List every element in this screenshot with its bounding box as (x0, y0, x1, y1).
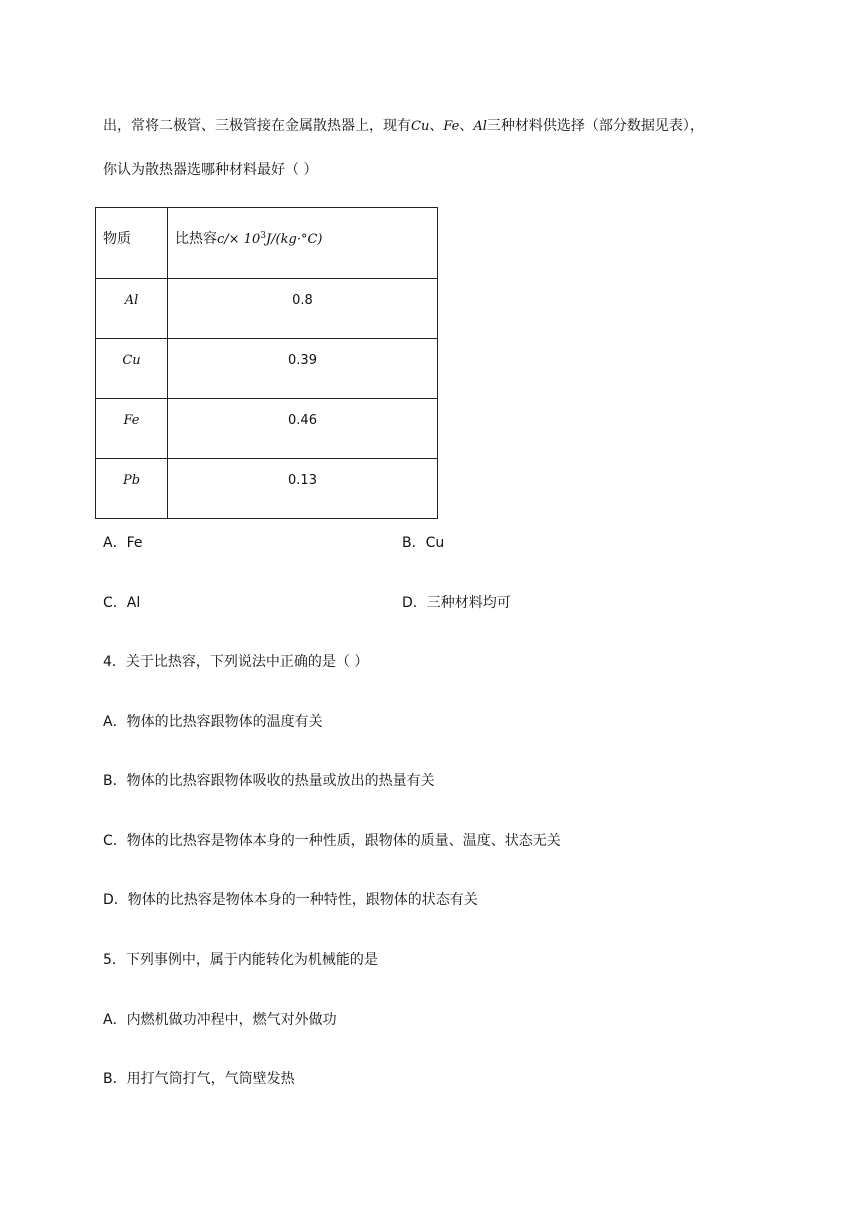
q4-option-c[interactable]: C．物体的比热容是物体本身的一种性质，跟物体的质量、温度、状态无关 (103, 833, 561, 849)
value-cell: 0.39 (288, 353, 317, 368)
math-al: Al (473, 119, 487, 134)
substance-cell: Cu (122, 353, 141, 368)
intro-line-2: 你认为散热器选哪种材料最好（ ） (103, 162, 318, 178)
q5-option-b[interactable]: B．用打气筒打气，气筒壁发热 (103, 1071, 295, 1087)
separator: 、 (429, 118, 444, 134)
intro-text-post: 三种材料供选择（部分数据见表）， (486, 118, 704, 134)
substance-cell: Fe (123, 413, 140, 428)
header-specific-heat-cell (168, 208, 438, 279)
value-cell: 0.46 (288, 413, 317, 428)
header-substance-cell (96, 208, 168, 279)
q3-option-a[interactable]: A．Fe (103, 535, 143, 551)
intro-line-1 (103, 116, 704, 137)
q5-stem: 5．下列事例中，属于内能转化为机械能的是 (103, 952, 378, 968)
table-row (96, 279, 438, 339)
unit-base: c/× 10 (217, 232, 261, 247)
separator: 、 (459, 118, 474, 134)
q4-option-a[interactable]: A．物体的比热容跟物体的温度有关 (103, 714, 323, 730)
table-row (96, 339, 438, 399)
intro-text-pre: 出，常将二极管、三极管接在金属散热器上，现有 (103, 118, 411, 134)
q4-option-b[interactable]: B．物体的比热容跟物体吸收的热量或放出的热量有关 (103, 773, 435, 789)
substance-cell: Al (124, 293, 139, 308)
unit-exponent: 3 (260, 231, 266, 241)
value-cell: 0.8 (292, 293, 313, 308)
table-header-row (96, 208, 438, 279)
unit-suffix: J/(kg·°C) (265, 232, 323, 247)
header-specific-heat (168, 208, 437, 248)
header-unit-math (217, 232, 322, 247)
header-substance: 物质 (103, 231, 131, 247)
q4-option-d[interactable]: D．物体的比热容是物体本身的一种特性，跟物体的状态有关 (103, 892, 478, 908)
value-cell: 0.13 (288, 473, 317, 488)
substance-cell: Pb (122, 473, 141, 488)
table-row (96, 399, 438, 459)
specific-heat-table (95, 207, 438, 519)
table-row (96, 459, 438, 519)
header-specific-heat-label: 比热容 (175, 231, 217, 247)
q5-option-a[interactable]: A．内燃机做功冲程中，燃气对外做功 (103, 1012, 337, 1028)
math-cu: Cu (411, 119, 430, 134)
q4-stem: 4．关于比热容，下列说法中正确的是（ ） (103, 654, 369, 670)
q3-option-b[interactable]: B．Cu (402, 535, 445, 551)
q3-option-d[interactable]: D．三种材料均可 (402, 595, 511, 611)
q3-option-c[interactable]: C．Al (103, 595, 141, 611)
math-fe: Fe (443, 119, 460, 134)
